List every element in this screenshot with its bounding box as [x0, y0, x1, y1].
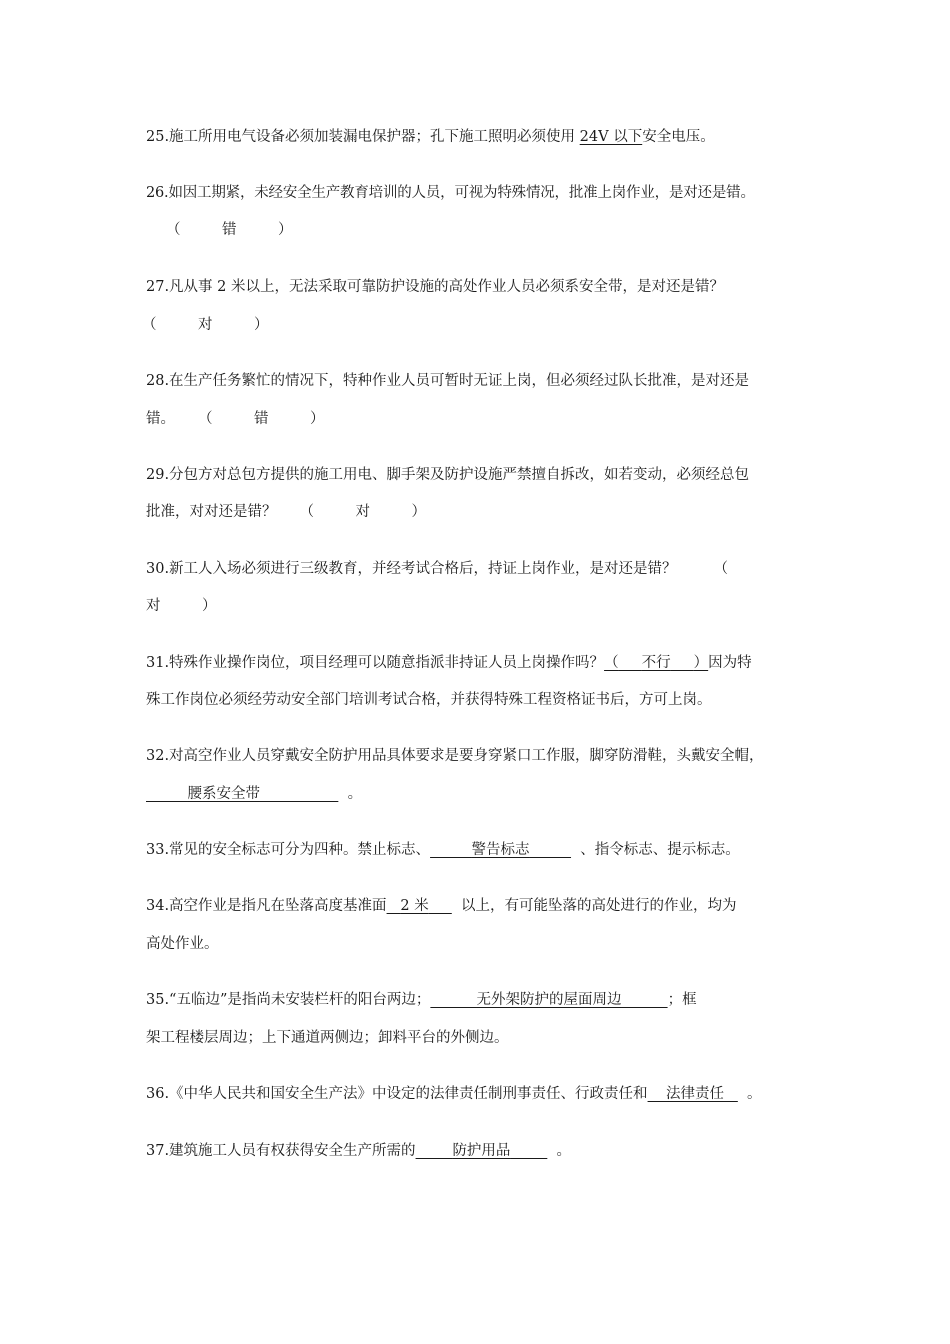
answer-37: 防护用品 — [452, 1143, 511, 1159]
answer-31-blank: （ 不行 ） — [604, 655, 709, 671]
question-29-line2: 批准，对对还是错？ （ 对 ） — [146, 504, 427, 520]
question-35: 35.“五临边”是指尚未安装栏杆的阳台两边； 无外架防护的屋面周边 ；框 — [146, 992, 697, 1008]
answer-34-blank — [387, 898, 452, 914]
answer-33-blank — [430, 842, 571, 858]
question-26-answer: （ 错 ） — [166, 222, 293, 238]
question-32: 32.对高空作业人员穿戴安全防护用品具体要求是要身穿紧口工作服，脚穿防滑鞋，头戴安全帽， — [146, 748, 764, 764]
answer-35-blank — [430, 992, 667, 1008]
question-26: 26.如因工期紧，未经安全生产教育培训的人员，可视为特殊情况，批准上岗作业，是对还是错。 — [146, 185, 755, 201]
answer-32: 腰系安全带 — [187, 786, 260, 802]
answer-28: 错 — [254, 411, 269, 427]
question-31: 31.特殊作业操作岗位，项目经理可以随意指派非持证人员上岗操作吗？（ 不行 ）因为特 — [146, 655, 752, 671]
answer-33: 警告标志 — [471, 842, 530, 858]
question-28: 28.在生产任务繁忙的情况下，特种作业人员可暂时无证上岗，但必须经过队长批准，是对还是 — [146, 373, 750, 389]
question-30-answer: 对 ） — [146, 598, 217, 614]
question-25: 25.施工所用电气设备必须加装漏电保护器；孔下施工照明必须使用 24V 以下安全电压。 — [146, 129, 715, 145]
question-29: 29.分包方对总包方提供的施工用电、脚手架及防护设施严禁擅自拆改，如若变动，必须经总包 — [146, 467, 750, 483]
answer-29: 对 — [355, 504, 371, 520]
question-34-line2: 高处作业。 — [146, 936, 219, 952]
answer-34: 2 米 — [400, 898, 429, 914]
question-36: 36.《中华人民共和国安全生产法》中设定的法律责任制刑事责任、行政责任和 法律责任 。 — [146, 1086, 762, 1102]
answer-30: 对 — [146, 598, 161, 614]
question-31-line2: 殊工作岗位必须经劳动安全部门培训考试合格，并获得特殊工程资格证书后，方可上岗。 — [146, 692, 712, 708]
answer-37-blank — [416, 1143, 548, 1159]
question-27: 27.凡从事 2 米以上，无法采取可靠防护设施的高处作业人员必须系安全带，是对还是错？ — [146, 279, 724, 295]
question-35-line2: 架工程楼层周边；上下通道两侧边；卸料平台的外侧边。 — [146, 1030, 509, 1046]
answer-27: 对 — [197, 317, 213, 333]
answer-32-blank — [146, 786, 338, 802]
question-33: 33.常见的安全标志可分为四种。禁止标志、 警告标志 、指令标志、提示标志。 — [146, 842, 740, 858]
question-27-answer: （ 对 ） — [142, 317, 269, 333]
answer-31: 不行 — [641, 655, 671, 671]
answer-36: 法律责任 — [666, 1086, 724, 1102]
answer-35: 无外架防护的屋面周边 — [476, 992, 622, 1008]
answer-26: 错 — [221, 222, 237, 238]
answer-36-blank — [648, 1086, 738, 1102]
question-34: 34.高空作业是指凡在坠落高度基准面 2 米 以上，有可能坠落的高处进行的作业，均为 — [146, 898, 737, 914]
question-30: 30.新工人入场必须进行三级教育，并经考试合格后，持证上岗作业，是对还是错？ （ — [146, 561, 728, 577]
question-37: 37.建筑施工人员有权获得安全生产所需的 防护用品 。 — [146, 1143, 572, 1159]
question-28-line2: 错。 （ 错 ） — [146, 411, 325, 427]
answer-25: 24V 以下 — [579, 129, 643, 145]
question-32-line2: 腰系安全带 。 — [146, 784, 826, 804]
